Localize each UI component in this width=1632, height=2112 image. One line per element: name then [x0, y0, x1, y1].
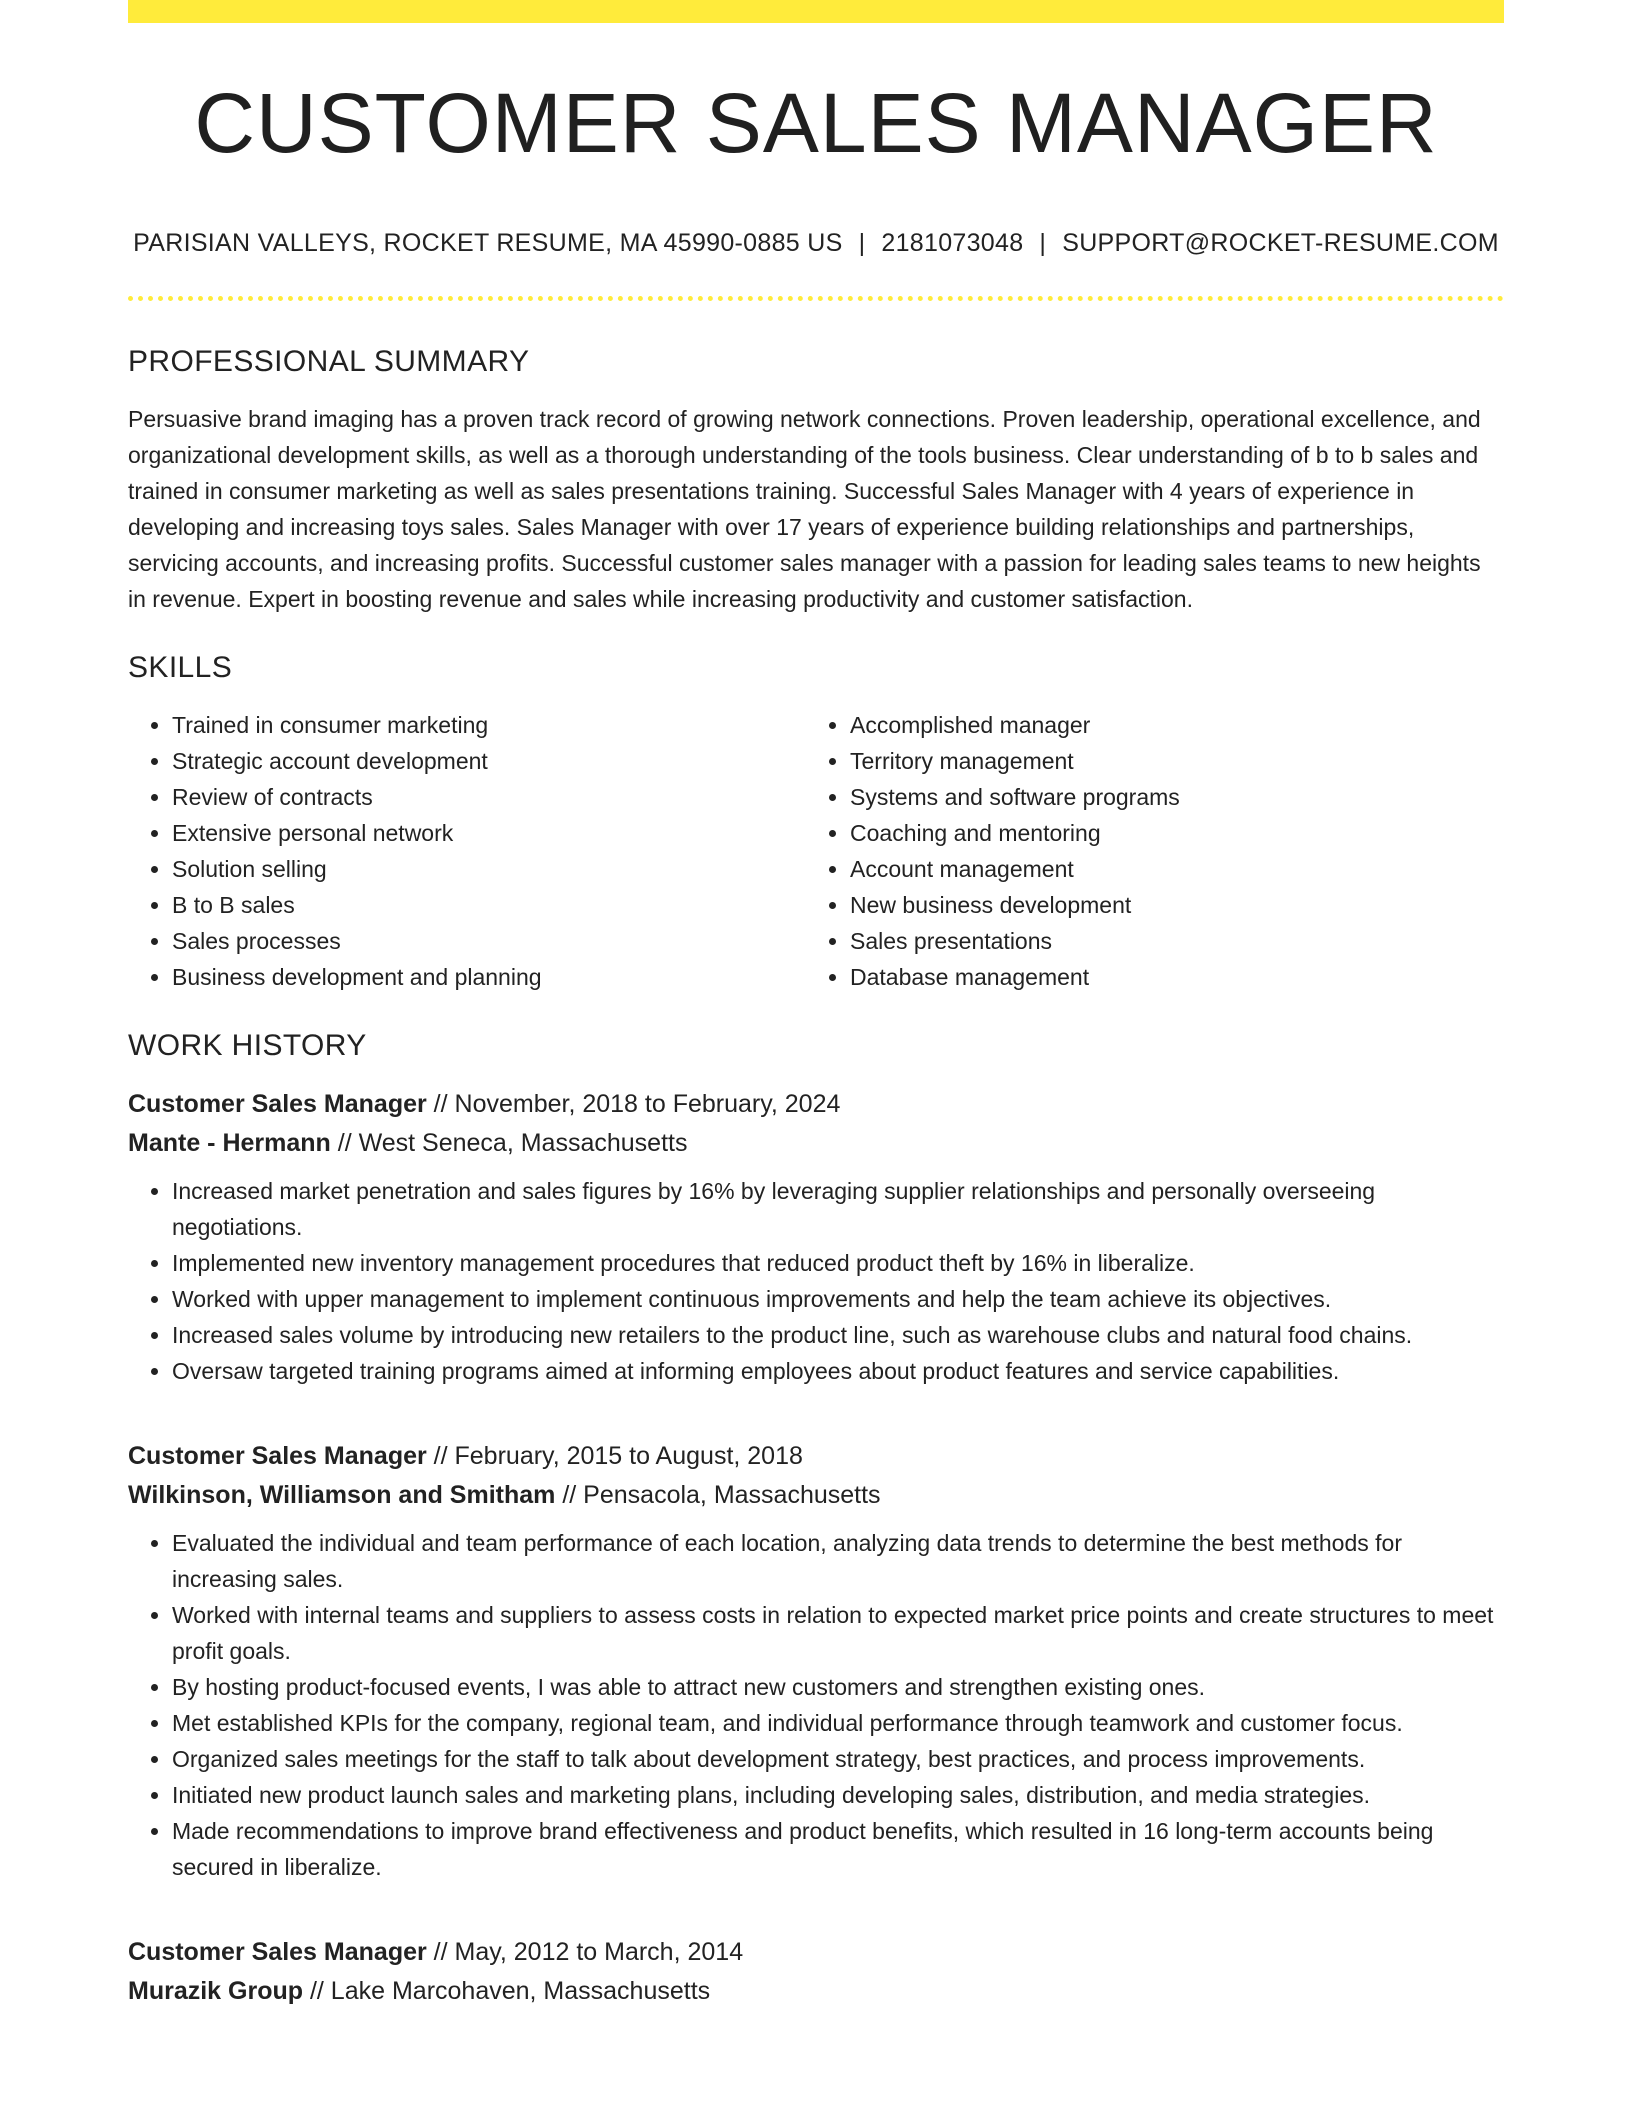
job-dates: // February, 2015 to August, 2018: [433, 1442, 803, 1470]
skills-column-left: [128, 707, 806, 995]
job-bullet: • Increased sales volume by introducing new retailers to the product line, such as warehouse clubs and natural food chains.: [172, 1317, 1504, 1353]
skill-item: • Solution selling: [172, 851, 806, 887]
job-company: Wilkinson, Williamson and Smitham: [128, 1481, 556, 1509]
job-company: Murazik Group: [128, 1977, 304, 2005]
job-entry: [128, 1933, 1504, 2011]
skill-item: • Coaching and mentoring: [850, 815, 1484, 851]
job-bullet: • Implemented new inventory management procedures that reduced product theft by 16% in liberalize.: [172, 1245, 1504, 1281]
job-bullet: • Worked with internal teams and suppliers to assess costs in relation to expected market price points and create structures to meet profit goals.: [172, 1597, 1504, 1669]
skills-heading: SKILLS: [128, 651, 233, 684]
skills-column-right: [806, 707, 1484, 995]
skill-item: • Sales presentations: [850, 923, 1484, 959]
contact-email: SUPPORT@ROCKET-RESUME.COM: [1062, 229, 1499, 257]
job-bullet: • Oversaw targeted training programs aimed at informing employees about product features and service capabilities.: [172, 1353, 1504, 1389]
job-entry: [128, 1437, 1504, 1885]
skill-item: • Database management: [850, 959, 1484, 995]
job-company: Mante - Hermann: [128, 1129, 331, 1157]
job-company-line: [128, 1476, 1504, 1515]
skill-item: • Strategic account development: [172, 743, 806, 779]
accent-bar: [128, 0, 1504, 23]
skill-item: • Systems and software programs: [850, 779, 1484, 815]
job-bullets: [128, 1173, 1504, 1389]
job-title-line: [128, 1085, 1504, 1124]
contact-separator: |: [1039, 229, 1047, 257]
skill-item: • Review of contracts: [172, 779, 806, 815]
skill-item: • Accomplished manager: [850, 707, 1484, 743]
job-location: // Lake Marcohaven, Massachusetts: [309, 1977, 711, 2005]
job-entry: [128, 1085, 1504, 1389]
job-dates: // May, 2012 to March, 2014: [433, 1938, 744, 1966]
skill-item: • B to B sales: [172, 887, 806, 923]
contact-separator: |: [858, 229, 866, 257]
summary-text: Persuasive brand imaging has a proven track record of growing network connections. Proven leadership, operational excellence, and organizational development skills, as well as a thorough understanding of the tools business. Clear understanding of b to b sales and trained in consumer marketing as well as sales presentations training. Successful Sales Manager with 4 years of experience in developing and increasing toys sales. Sales Manager with over 17 years of experience building relationships and partnerships, servicing accounts, and increasing profits. Successful customer sales manager with a passion for leading sales teams to new heights in revenue. Expert in boosting revenue and sales while increasing productivity and customer satisfaction.: [128, 406, 1481, 612]
contact-address: PARISIAN VALLEYS, ROCKET RESUME, MA 45990-0885 US: [133, 229, 843, 257]
resume-page: [128, 0, 1504, 2011]
job-bullets: [128, 1525, 1504, 1885]
job-bullet: • Increased market penetration and sales figures by 16% by leveraging supplier relationships and personally overseeing negotiations.: [172, 1173, 1504, 1245]
job-bullet: • By hosting product-focused events, I was able to attract new customers and strengthen existing ones.: [172, 1669, 1504, 1705]
job-company-line: [128, 1972, 1504, 2011]
skill-item: • Extensive personal network: [172, 815, 806, 851]
job-company-line: [128, 1124, 1504, 1163]
job-role: Customer Sales Manager: [128, 1938, 427, 1966]
job-title-line: [128, 1933, 1504, 1972]
resume-name: CUSTOMER SALES MANAGER: [194, 76, 1438, 170]
work-history-heading: WORK HISTORY: [128, 1029, 367, 1062]
job-bullet: • Made recommendations to improve brand effectiveness and product benefits, which resulted in 16 long-term accounts being secured in liberalize.: [172, 1813, 1504, 1885]
job-role: Customer Sales Manager: [128, 1442, 427, 1470]
job-bullet: • Organized sales meetings for the staff to talk about development strategy, best practices, and process improvements.: [172, 1741, 1504, 1777]
skill-item: • Business development and planning: [172, 959, 806, 995]
contact-line: [128, 229, 1504, 258]
job-dates: // November, 2018 to February, 2024: [433, 1090, 841, 1118]
dotted-divider: [128, 296, 1504, 301]
skill-item: • Account management: [850, 851, 1484, 887]
job-location: // Pensacola, Massachusetts: [562, 1481, 881, 1509]
job-location: // West Seneca, Massachusetts: [337, 1129, 688, 1157]
skill-item: • Sales processes: [172, 923, 806, 959]
job-bullet: • Evaluated the individual and team performance of each location, analyzing data trends to determine the best methods for increasing sales.: [172, 1525, 1504, 1597]
skill-item: • Trained in consumer marketing: [172, 707, 806, 743]
job-bullet: • Worked with upper management to implement continuous improvements and help the team achieve its objectives.: [172, 1281, 1504, 1317]
contact-phone: 2181073048: [881, 229, 1024, 257]
job-bullet: • Met established KPIs for the company, regional team, and individual performance through teamwork and customer focus.: [172, 1705, 1504, 1741]
job-title-line: [128, 1437, 1504, 1476]
skill-item: • New business development: [850, 887, 1484, 923]
job-bullet: • Initiated new product launch sales and marketing plans, including developing sales, distribution, and media strategies.: [172, 1777, 1504, 1813]
summary-heading: PROFESSIONAL SUMMARY: [128, 345, 530, 378]
skills-list: [128, 707, 1504, 995]
job-role: Customer Sales Manager: [128, 1090, 427, 1118]
skill-item: • Territory management: [850, 743, 1484, 779]
